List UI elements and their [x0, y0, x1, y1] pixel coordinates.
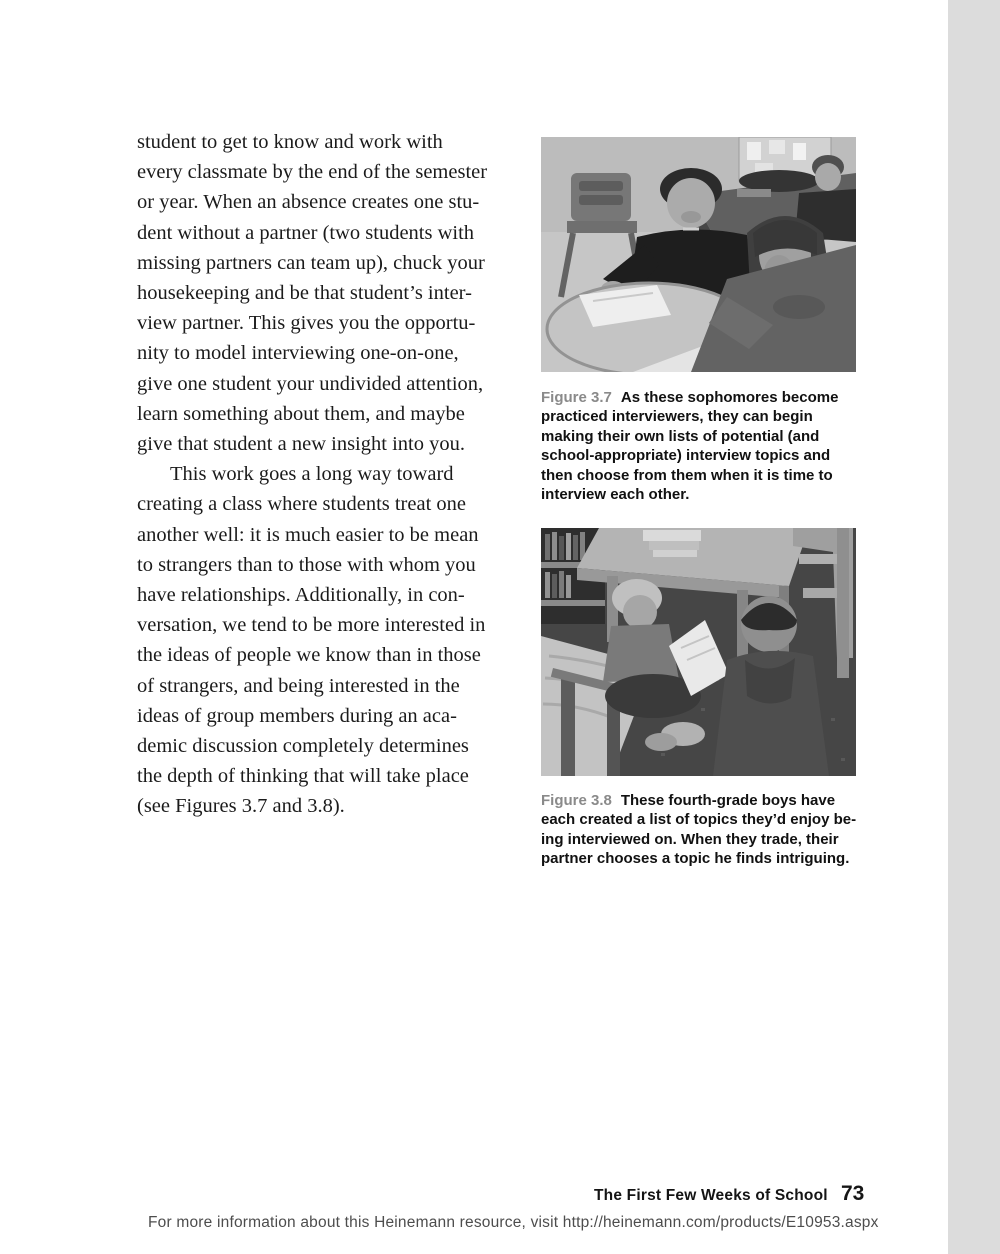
figure-caption-line: ing interviewed on. When they trade, their — [541, 830, 839, 848]
figure-3-7-caption — [541, 388, 859, 504]
body-text-column — [137, 127, 522, 822]
body-text-line: view partner. This gives you the opportu- — [137, 312, 476, 335]
body-text-line: ideas of group members during an aca- — [137, 704, 457, 727]
page-number: 73 — [841, 1182, 865, 1205]
body-text-line: versation, we tend to be more interested in — [137, 614, 486, 637]
body-text-line: the depth of thinking that will take place — [137, 765, 469, 788]
body-text-line: to strangers than to those with whom you — [137, 553, 476, 576]
body-text-line: housekeeping and be that student’s inter- — [137, 282, 472, 305]
figure-caption-line: school-appropriate) interview topics and — [541, 447, 831, 465]
figure-caption-line: practiced interviewers, they can begin — [541, 408, 813, 426]
body-text-line: This work goes a long way toward — [170, 463, 454, 486]
body-text-line: learn something about them, and maybe — [137, 402, 465, 425]
figure-caption-line: making their own lists of potential (and — [541, 427, 820, 445]
body-text-line: every classmate by the end of the semester — [137, 161, 488, 184]
body-text-line: missing partners can team up), chuck your — [137, 251, 485, 274]
figure-caption-line — [541, 791, 859, 810]
body-text-line: give one student your undivided attention, — [137, 372, 484, 395]
figure-3-7-photo — [541, 137, 856, 372]
figure-3-8-photo — [541, 528, 856, 776]
body-text-line: the ideas of people we know than in those — [137, 644, 481, 667]
body-text-line: of strangers, and being interested in the — [137, 674, 460, 697]
body-text-line: (see Figures 3.7 and 3.8). — [137, 795, 345, 818]
figure-caption-line: each created a list of topics they’d enjoy be- — [541, 811, 857, 829]
body-text-line: nity to model interviewing one-on-one, — [137, 342, 459, 365]
figure-caption-line — [541, 388, 859, 407]
body-text-line: creating a class where students treat one — [137, 493, 467, 516]
figure-3-8-caption — [541, 791, 859, 869]
body-text-line: another well: it is much easier to be mean — [137, 523, 479, 546]
body-text-line: dent without a partner (two students with — [137, 221, 475, 244]
figure-caption-text: These fourth-grade boys have — [620, 792, 836, 809]
classroom-interview-illustration — [541, 137, 856, 372]
running-footer-title: The First Few Weeks of School — [594, 1187, 828, 1204]
page-edge-strip — [948, 0, 1000, 1254]
figure-caption-line: then choose from them when it is time to — [541, 466, 833, 484]
figure-caption-line: interview each other. — [541, 486, 690, 504]
figure-label: Figure 3.7 — [541, 389, 612, 406]
figure-label: Figure 3.8 — [541, 792, 612, 809]
body-text-line: give that student a new insight into you. — [137, 433, 465, 456]
body-text-line: demic discussion completely determines — [137, 735, 469, 758]
body-text-line: student to get to know and work with — [137, 131, 443, 153]
library-boys-illustration — [541, 528, 856, 776]
body-text-line: or year. When an absence creates one stu- — [137, 191, 480, 214]
resource-info-line: For more information about this Heinemann resource, visit http://heinemann.com/products/E10953.aspx — [148, 1214, 879, 1231]
figure-caption-text: As these sophomores become — [620, 389, 839, 406]
body-text-line: have relationships. Additionally, in con- — [137, 584, 465, 607]
figure-caption-line: partner chooses a topic he finds intriguing. — [541, 850, 850, 868]
